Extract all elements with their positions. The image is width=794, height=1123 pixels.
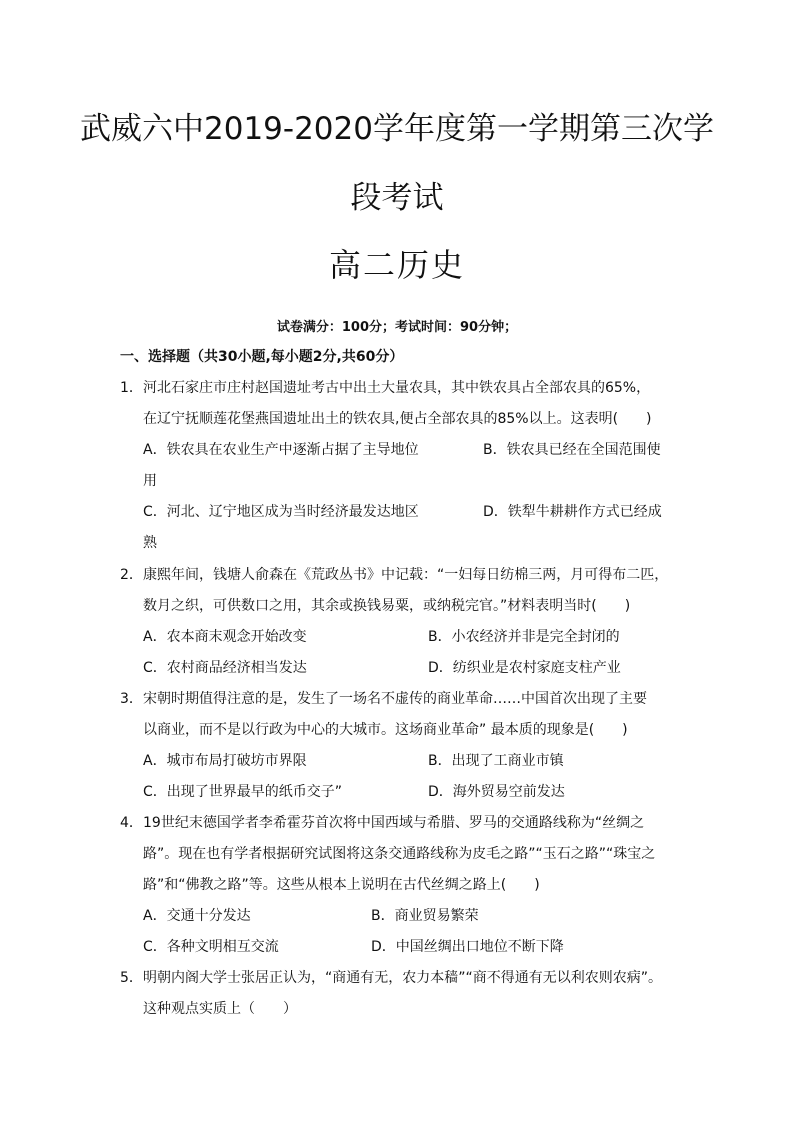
exam-title-line1: 武威六中2019-2020学年度第一学期第三次学 — [80, 111, 714, 147]
question-number: 5． — [120, 970, 143, 986]
question-3-options — [143, 746, 688, 808]
option-c: C．农村商品经济相当发达 — [143, 660, 307, 676]
question-text: 这种观点实质上（ ） — [143, 1001, 297, 1017]
section-heading: 一、选择题（共30小题,每小题2分,共60分） — [120, 349, 404, 365]
option-d-wrap: 熟 — [143, 535, 157, 551]
option-c: C．河北、辽宁地区成为当时经济最发达地区 — [143, 504, 419, 520]
question-text: 河北石家庄市庄村赵国遗址考古中出土大量农具，其中铁农具占全部农具的65%， — [143, 380, 651, 396]
question-number: 2． — [120, 567, 143, 583]
option-d: D．中国丝绸出口地位不断下降 — [371, 939, 564, 955]
question-number: 3． — [120, 691, 143, 707]
question-text: 路”和“佛教之路”等。这些从根本上说明在古代丝绸之路上( ) — [143, 877, 540, 893]
exam-title-line2: 段考试 — [350, 180, 444, 216]
question-text: 明朝内阁大学士张居正认为，“商通有无，农力本穑”“商不得通有无以利农则农病”。 — [143, 970, 663, 986]
question-text: 19世纪末德国学者李希霍芬首次将中国西域与希腊、罗马的交通路线称为“丝绸之 — [143, 815, 645, 831]
option-a: A．城市布局打破坊市界限 — [143, 753, 307, 769]
option-b: B．小农经济并非是完全封闭的 — [428, 629, 620, 645]
option-c: C．出现了世界最早的纸币交子” — [143, 784, 343, 800]
question-text: 数月之织，可供数口之用，其余或换钱易粟，或纳税完官。”材料表明当时( ) — [143, 598, 631, 614]
question-4 — [120, 808, 685, 901]
option-c: C．各种文明相互交流 — [143, 939, 279, 955]
option-d: D．海外贸易空前发达 — [428, 784, 565, 800]
question-2 — [120, 560, 685, 622]
option-b: B．出现了工商业市镇 — [428, 753, 564, 769]
question-number: 1． — [120, 380, 143, 396]
option-b-wrap: 用 — [143, 473, 157, 489]
question-1 — [120, 373, 685, 435]
question-3 — [120, 684, 685, 746]
option-d: D．纺织业是农村家庭支柱产业 — [428, 660, 621, 676]
option-b: B．铁农具已经在全国范围使 — [483, 442, 661, 458]
question-text: 以商业，而不是以行政为中心的大城市。这场商业革命” 最本质的现象是( ) — [143, 722, 628, 738]
exam-meta: 试卷满分：100分；考试时间：90分钟； — [276, 320, 518, 335]
option-d: D．铁犁牛耕耕作方式已经成 — [483, 504, 662, 520]
option-b: B．商业贸易繁荣 — [371, 908, 479, 924]
question-1-options — [143, 435, 688, 559]
question-text: 宋朝时期值得注意的是，发生了一场名不虚传的商业革命……中国首次出现了主要 — [143, 691, 647, 707]
question-text: 路”。现在也有学者根据研究试图将这条交通路线称为皮毛之路”“玉石之路”“珠宝之 — [143, 846, 656, 862]
question-2-options — [143, 622, 688, 684]
option-a: A．农本商末观念开始改变 — [143, 629, 307, 645]
question-5 — [120, 963, 685, 1025]
option-a: A．铁农具在农业生产中逐渐占据了主导地位 — [143, 442, 419, 458]
option-a: A．交通十分发达 — [143, 908, 251, 924]
question-4-options — [143, 901, 688, 963]
exam-subject: 高二历史 — [328, 246, 465, 284]
question-text: 康熙年间，钱塘人俞森在《荒政丛书》中记载：“一妇每日纺棉三两，月可得布二匹， — [143, 567, 669, 583]
question-text: 在辽宁抚顺莲花堡燕国遗址出土的铁农具,便占全部农具的85%以上。这表明( ) — [143, 411, 652, 427]
question-number: 4． — [120, 815, 143, 831]
